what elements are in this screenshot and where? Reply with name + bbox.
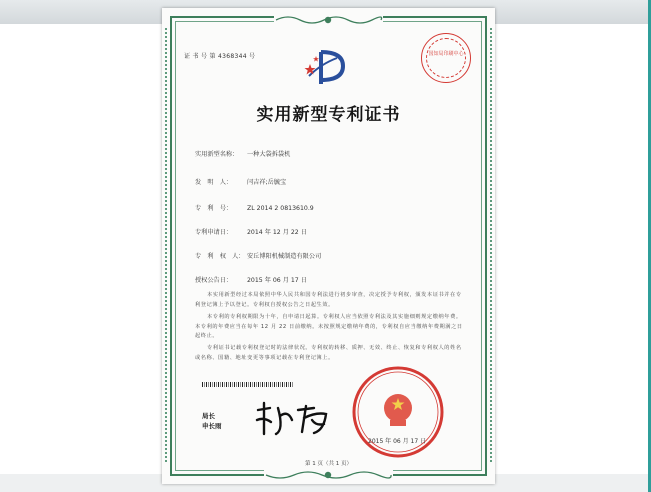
barcode [202, 382, 294, 387]
body-paragraph: 专利证书记载专利权登记时的法律状况。专利权的转移、质押、无效、终止、恢复和专利权人的姓名或名称、国籍、地址变更等事项记载在专利登记簿上。 [195, 345, 462, 361]
field-patent-number: 专 利 号： ZL 2014 2 0813610.9 [195, 205, 314, 212]
seal-date: 2015 年 06 月 17 日 [368, 438, 427, 445]
field-utility-model-name: 实用新型名称： 一种大袋拆袋机 [195, 151, 291, 158]
director-title: 局长 [202, 412, 215, 420]
field-application-date: 专利申请日： 2014 年 12 月 22 日 [195, 229, 307, 236]
director-signature [254, 400, 336, 442]
field-inventor: 发 明 人： 闫吉祥;岳毓宝 [195, 179, 287, 186]
page-indicator: 第 1 页（共 1 页） [305, 461, 352, 467]
director-name: 申长雨 [202, 422, 222, 430]
certificate-number: 证 书 号 第 4368344 号 [184, 53, 256, 60]
body-paragraph: 本实用新型经过本局依照中华人民共和国专利法进行初步审查，决定授予专利权，颁发本证书并在专利登记簿上予以登记。专利权自授权公告之日起生效。 [195, 292, 462, 308]
right-border-pattern [490, 28, 492, 464]
field-patentee: 专 利 权 人： 安丘博阳机械制造有限公司 [195, 253, 322, 260]
top-ornament [274, 14, 383, 26]
certificate-page [162, 8, 495, 484]
page-title: 实用新型专利证书 [256, 105, 401, 125]
field-grant-date: 授权公告日： 2015 年 06 月 17 日 [195, 277, 307, 284]
bottom-ornament [264, 466, 393, 478]
agency-red-seal: 国知局印刷中心 [421, 33, 471, 83]
left-border-pattern [165, 28, 167, 464]
director-block [202, 411, 222, 431]
sipo-logo-icon [301, 46, 349, 92]
body-paragraph: 本专利的专利权期限为十年，自申请日起算。专利权人应当依照专利法及其实施细则规定缴纳年费。本专利的年费应当在每年 12 月 22 日前缴纳。未按照规定缴纳年费的，专利权自应当缴纳年费期满之日起终止。 [195, 314, 463, 340]
national-ip-seal [350, 364, 446, 460]
